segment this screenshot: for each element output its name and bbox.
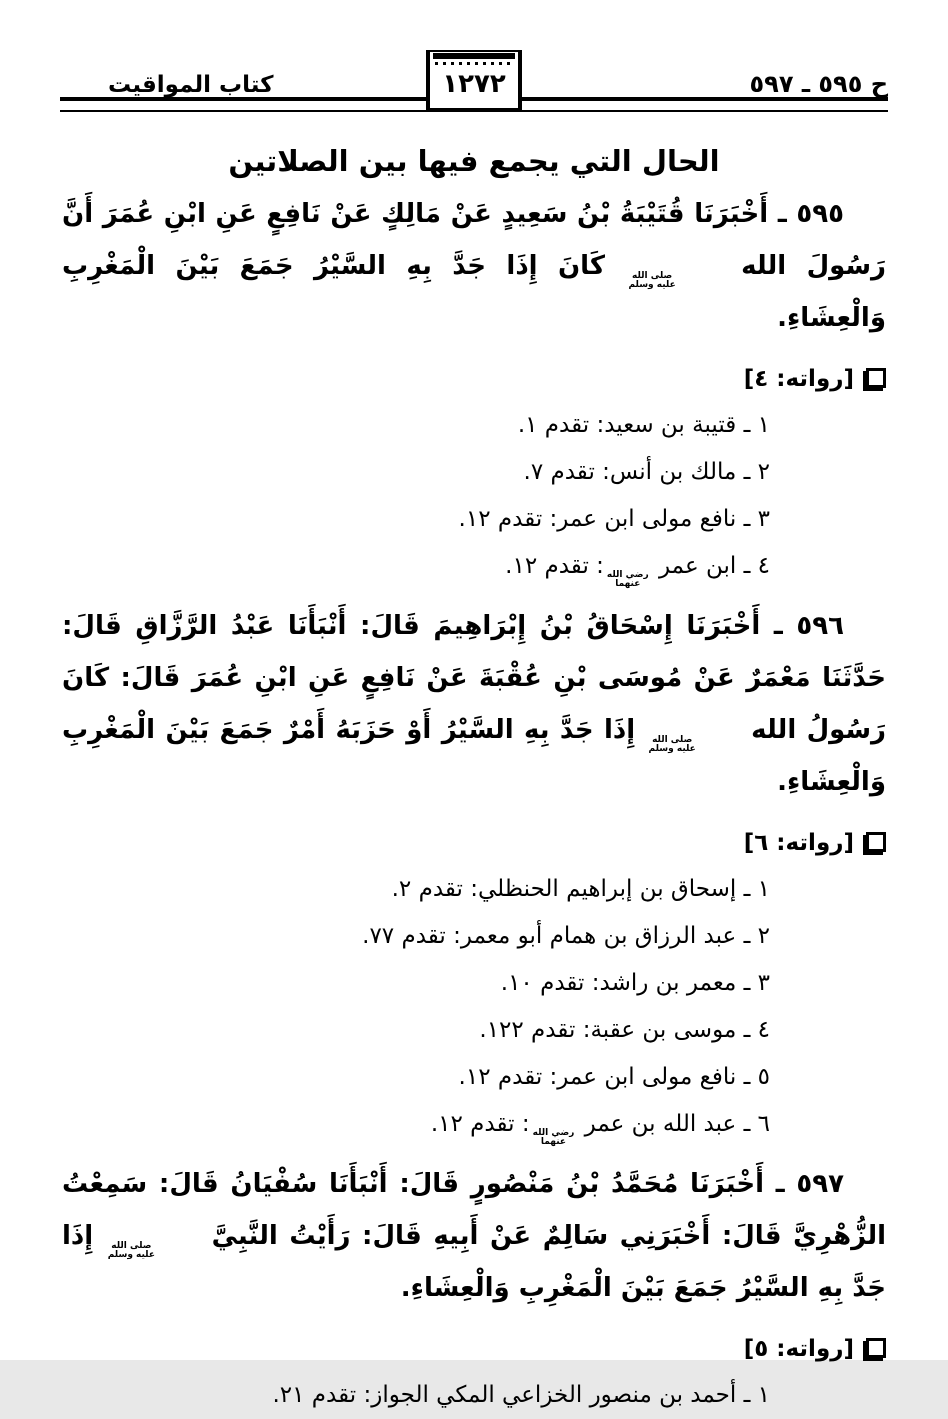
narrator-text: ١ ـ قتيبة بن سعيد: تقدم ١.: [517, 412, 770, 438]
hadith-section: [62, 600, 886, 1148]
anhuma-honorific-icon: رضي الله عنهما: [606, 570, 649, 590]
page-header: [60, 0, 888, 114]
hadith-text-before: ٥٩٥ ـ أَخْبَرَنَا قُتَيْبَةُ بْنُ سَعِيدٍ عَنْ مَالِكٍ عَنْ نَافِعٍ عَنِ ابْنِ عُمَرَ أَنَّ رَسُولَ الله: [62, 199, 886, 281]
narrator-text: ٣ ـ معمر بن راشد: تقدم ١٠.: [500, 970, 770, 996]
narrators-count: [رواته: ٥]: [743, 1336, 854, 1362]
narrator-text: ٢ ـ مالك بن أنس: تقدم ٧.: [523, 459, 770, 485]
narrator-item: [62, 1007, 770, 1054]
book-title: كتاب المواقيت: [108, 72, 274, 98]
narrator-item: [62, 543, 770, 590]
hadith-section: [62, 188, 886, 590]
page-number: ١٢٧٢: [442, 69, 506, 99]
narrator-text: ٤ ـ موسى بن عقبة: تقدم ١٢٢.: [479, 1017, 770, 1043]
hadith-section: [62, 1158, 886, 1419]
narrator-list: [62, 402, 886, 590]
square-bullet-icon: [866, 368, 886, 388]
saw-honorific-icon: صلى الله عليه وسلم: [107, 1241, 155, 1261]
hadith-text: [62, 188, 886, 344]
narrator-item: [62, 1372, 770, 1419]
page-number-box: [426, 50, 522, 110]
hadith-text: [62, 600, 886, 808]
narrator-item: [62, 1101, 770, 1148]
hadith-text-after: إِذَا جَدَّ بِهِ السَّيْرُ أَوْ حَزَبَهُ أَمْرٌ جَمَعَ بَيْنَ الْمَغْرِبِ وَالْعِشَاءِ.: [62, 715, 886, 797]
narrator-text: ٤ ـ ابن عمر: [658, 553, 770, 579]
square-bullet-icon: [866, 832, 886, 852]
hadith-text-before: ٥٩٦ ـ أَخْبَرَنَا إِسْحَاقُ بْنُ إِبْرَاهِيمَ قَالَ: أَنْبَأَنَا عَبْدُ الرَّزَّاقِ قَالَ: حَدَّثَنَا مَعْمَرٌ عَنْ مُوسَى بْنِ عُقْبَةَ عَنْ نَافِعٍ عَنِ ابْنِ عُمَرَ قَالَ: كَانَ رَسُولُ الله: [62, 611, 887, 745]
narrator-item: [62, 496, 770, 543]
narrator-item: [62, 913, 770, 960]
narrator-item: [62, 960, 770, 1007]
narrators-label: [62, 1334, 886, 1364]
hadith-text-after: إِذَا جَدَّ بِهِ السَّيْرُ جَمَعَ بَيْنَ الْمَغْرِبِ وَالْعِشَاءِ.: [62, 1221, 886, 1303]
narrator-text: ٥ ـ نافع مولى ابن عمر: تقدم ١٢.: [458, 1064, 770, 1090]
narrator-text: ٦ ـ عبد الله بن عمر: [584, 1111, 770, 1137]
narrator-item: [62, 866, 770, 913]
hadith-text: [62, 1158, 886, 1314]
narrator-text: ١ ـ إسحاق بن إبراهيم الحنظلي: تقدم ٢.: [391, 876, 770, 902]
narrator-text: ٣ ـ نافع مولى ابن عمر: تقدم ١٢.: [458, 506, 770, 532]
page-content: [62, 144, 886, 1419]
hadith-sections: [62, 188, 886, 1419]
narrator-item: [62, 449, 770, 496]
hadith-range: ح ٥٩٥ ـ ٥٩٧: [749, 70, 888, 98]
saw-honorific-icon: صلى الله عليه وسلم: [648, 735, 696, 755]
square-bullet-icon: [866, 1338, 886, 1358]
narrator-item: [62, 402, 770, 449]
narrators-count: [رواته: ٦]: [743, 830, 854, 856]
narrator-text-after: : تقدم ١٢.: [505, 553, 604, 579]
narrator-text: ١ ـ أحمد بن منصور الخزاعي المكي الجواز: تقدم ٢١.: [272, 1382, 770, 1408]
narrator-item: [62, 1054, 770, 1101]
hadith-text-after: كَانَ إِذَا جَدَّ بِهِ السَّيْرُ جَمَعَ بَيْنَ الْمَغْرِبِ وَالْعِشَاءِ.: [62, 251, 886, 333]
narrator-list: [62, 1372, 886, 1419]
narrators-label: [62, 828, 886, 858]
chapter-title: الحال التي يجمع فيها بين الصلاتين: [228, 144, 720, 178]
narrators-count: [رواته: ٤]: [743, 366, 854, 392]
saw-honorific-icon: صلى الله عليه وسلم: [628, 271, 676, 291]
narrator-list: [62, 866, 886, 1148]
hadith-text-before: ٥٩٧ ـ أَخْبَرَنَا مُحَمَّدُ بْنُ مَنْصُورٍ قَالَ: أَنْبَأَنَا سُفْيَانُ قَالَ: سَمِعْتُ الزُّهْرِيَّ قَالَ: أَخْبَرَنِي سَالِمٌ عَنْ أَبِيهِ قَالَ: رَأَيْتُ النَّبِيَّ: [62, 1169, 887, 1251]
anhuma-honorific-icon: رضي الله عنهما: [532, 1128, 575, 1148]
narrator-text-after: : تقدم ١٢.: [430, 1111, 530, 1137]
narrator-text: ٢ ـ عبد الرزاق بن همام أبو معمر: تقدم ٧٧.: [362, 923, 770, 949]
narrators-label: [62, 364, 886, 394]
